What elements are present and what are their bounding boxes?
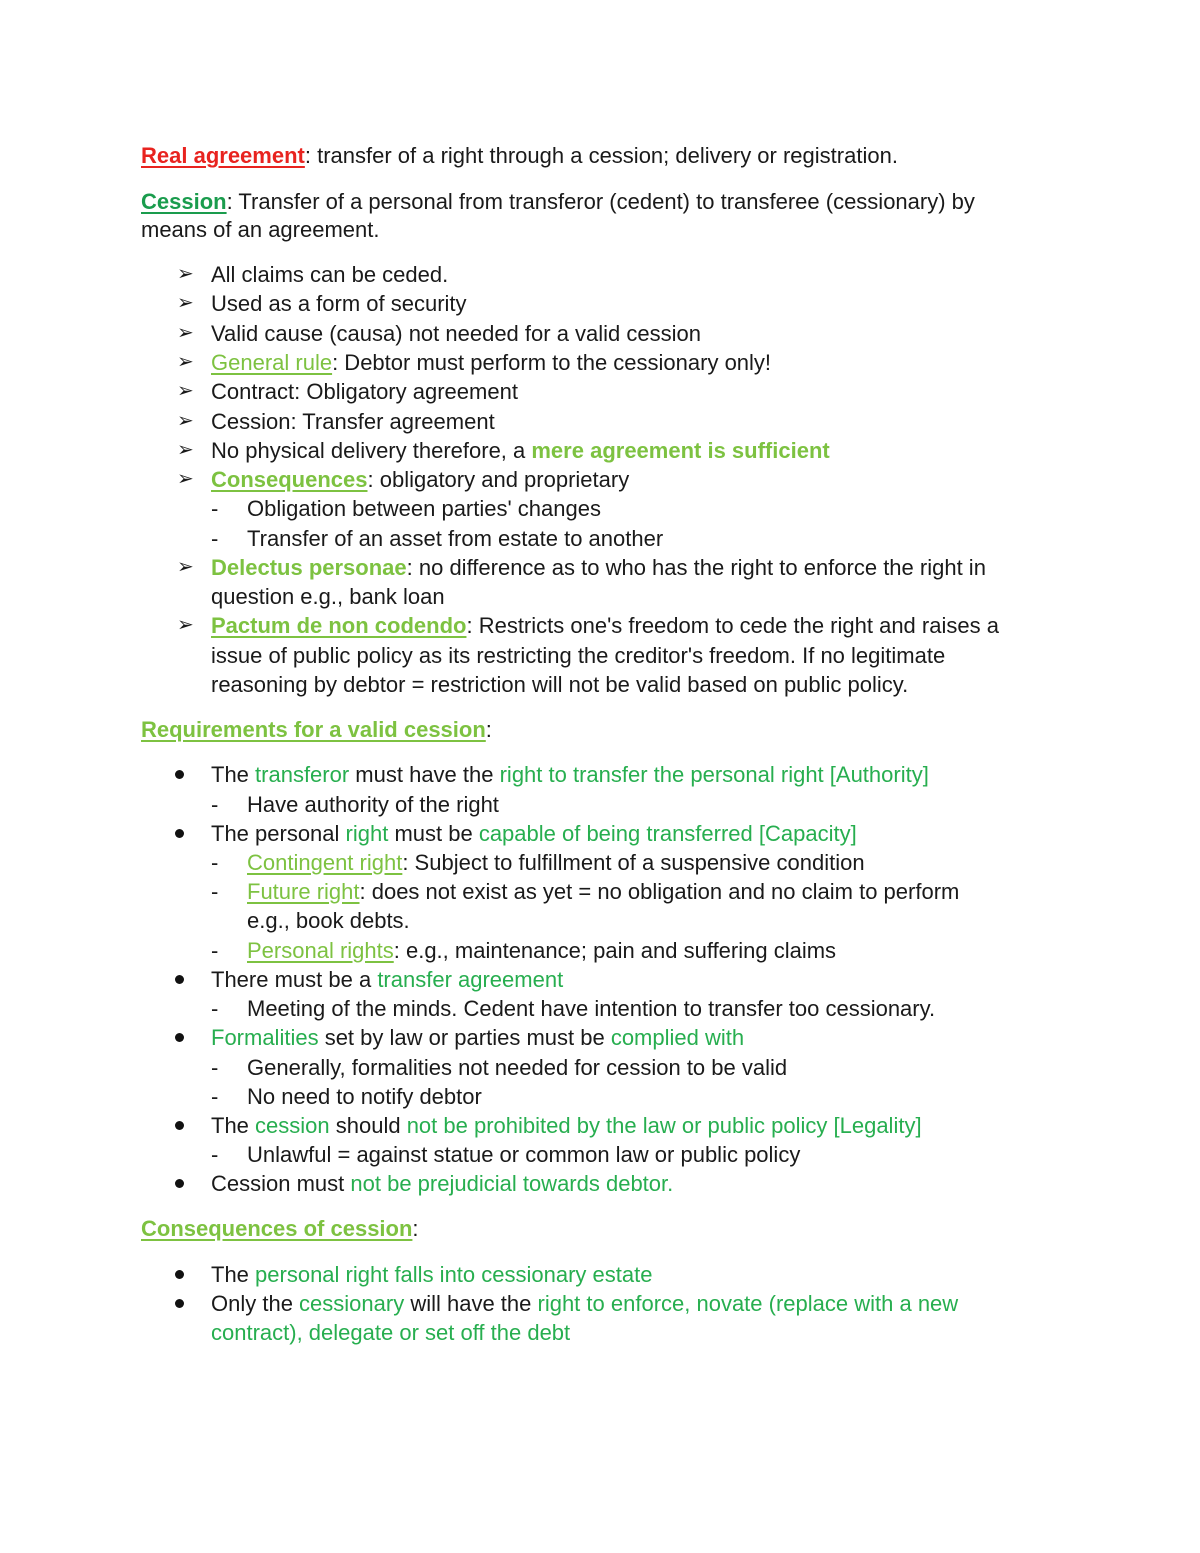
bullet-item [211,611,999,640]
contingent-right-text: : Subject to fulfillment of a suspensive condition [402,850,865,875]
delectus-personae-term: Delectus personae [211,555,407,580]
dash-bullet-icon: - [211,1055,219,1080]
arrow-bullet-icon: ➢ [177,614,194,636]
contingent-right-term: Contingent right [247,850,403,875]
round-bullet-icon [175,829,184,838]
sub-item: No need to notify debtor [247,1084,482,1109]
dash-bullet-icon: - [211,1084,219,1109]
req-text: The personal [211,821,346,846]
real-agreement-line [141,141,898,170]
sub-item [247,848,865,877]
heading-colon: : [412,1216,419,1241]
pactum-term: Pactum de non codendo [211,613,467,638]
dash-bullet-icon: - [211,526,219,551]
round-bullet-icon [175,1033,184,1042]
req-green: right [345,821,389,846]
personal-rights-term: Personal rights [247,938,394,963]
req-text: Cession must [211,1171,351,1196]
cons-text: Only the [211,1291,300,1316]
dash-bullet-icon: - [211,1142,219,1167]
bullet-item [211,348,771,377]
real-agreement-term: Real agreement [141,143,305,168]
real-agreement-text: : transfer of a right through a cession; delivery or registration. [304,143,898,168]
req-text: There must be a [211,967,378,992]
delectus-personae-text: : no difference as to who has the right to enforce the right in [406,555,986,580]
sub-continuation: e.g., book debts. [247,908,410,933]
requirement-item [211,1023,744,1052]
req-green: transferor [255,762,350,787]
req-green: cession [255,1113,330,1138]
req-text: must be [388,821,479,846]
cession-line-1 [141,187,975,216]
requirement-item [211,1111,922,1140]
consequences-heading [141,1214,419,1243]
round-bullet-icon [175,1179,184,1188]
sub-item: Unlawful = against statue or common law or public policy [247,1142,801,1167]
dash-bullet-icon: - [211,879,219,904]
sub-item: Obligation between parties' changes [247,496,601,521]
general-rule-text: : Debtor must perform to the cessionary only! [332,350,772,375]
consequences-heading-text: Consequences of cession [141,1216,413,1241]
dash-bullet-icon: - [211,938,219,963]
bullet-item: Used as a form of security [211,291,467,316]
req-green: complied with [610,1025,745,1050]
requirement-item [211,1169,673,1198]
consequences-term: Consequences [211,467,368,492]
round-bullet-icon [175,770,184,779]
req-text: set by law or parties must be [318,1025,611,1050]
bullet-item [211,465,629,494]
sub-item [247,877,959,906]
bullet-item: Contract: Obligatory agreement [211,379,518,404]
consequence-item [211,1260,652,1289]
dash-bullet-icon: - [211,996,219,1021]
arrow-bullet-icon: ➢ [177,292,194,314]
pactum-text: : Restricts one's freedom to cede the right and raises a [466,613,999,638]
requirements-heading [141,715,492,744]
arrow-bullet-icon: ➢ [177,263,194,285]
arrow-bullet-icon: ➢ [177,351,194,373]
future-right-text: : does not exist as yet = no obligation and no claim to perform [359,879,960,904]
req-text: The [211,762,256,787]
cons-green: personal right falls into cessionary estate [255,1262,653,1287]
dash-bullet-icon: - [211,850,219,875]
delivery-text: No physical delivery therefore, a [211,438,532,463]
round-bullet-icon [175,1299,184,1308]
req-green: Formalities [211,1025,319,1050]
arrow-bullet-icon: ➢ [177,410,194,432]
req-green: capable of being transferred [Capacity] [478,821,857,846]
consequence-continuation: contract), delegate or set off the debt [211,1320,571,1345]
bullet-item [211,436,830,465]
requirements-heading-text: Requirements for a valid cession [141,717,486,742]
requirement-item [211,965,563,994]
general-rule-term: General rule [211,350,333,375]
future-right-term: Future right [247,879,360,904]
req-green: not be prejudicial towards debtor [350,1171,668,1196]
requirement-item [211,760,929,789]
arrow-bullet-icon: ➢ [177,439,194,461]
bullet-item [211,553,986,582]
bullet-continuation: question e.g., bank loan [211,584,445,609]
bullet-continuation: reasoning by debtor = restriction will not be valid based on public policy. [211,672,909,697]
cession-term: Cession [141,189,227,214]
cons-text: will have the [404,1291,538,1316]
req-green: . [667,1171,674,1196]
arrow-bullet-icon: ➢ [177,380,194,402]
req-text: must have the [349,762,500,787]
req-green: right to transfer the personal right [Authority] [499,762,929,787]
cons-green: cessionary [299,1291,405,1316]
sub-item: Transfer of an asset from estate to another [247,526,664,551]
sub-item: Generally, formalities not needed for cession to be valid [247,1055,788,1080]
cons-text: The [211,1262,256,1287]
cons-green: right to enforce, novate (replace with a new [537,1291,959,1316]
bullet-continuation: issue of public policy as its restricting the creditor's freedom. If no legitimate [211,643,946,668]
consequence-item [211,1289,958,1318]
req-text: The [211,1113,256,1138]
round-bullet-icon [175,975,184,984]
cession-line-2: means of an agreement. [141,217,380,242]
consequences-text: : obligatory and proprietary [367,467,630,492]
sub-item [247,936,836,965]
arrow-bullet-icon: ➢ [177,322,194,344]
dash-bullet-icon: - [211,792,219,817]
sub-item: Have authority of the right [247,792,499,817]
bullet-item: All claims can be ceded. [211,262,449,287]
round-bullet-icon [175,1121,184,1130]
bullet-item: Cession: Transfer agreement [211,409,495,434]
arrow-bullet-icon: ➢ [177,468,194,490]
dash-bullet-icon: - [211,496,219,521]
personal-rights-text: : e.g., maintenance; pain and suffering claims [393,938,837,963]
requirement-item [211,819,857,848]
req-green: not be prohibited by the law or public policy [Legality] [406,1113,922,1138]
heading-colon: : [485,717,492,742]
req-green: transfer agreement [377,967,564,992]
arrow-bullet-icon: ➢ [177,556,194,578]
req-text: should [329,1113,407,1138]
bullet-item: Valid cause (causa) not needed for a valid cession [211,321,701,346]
cession-text-1: : Transfer of a personal from transferor (cedent) to transferee (cessionary) by [226,189,975,214]
round-bullet-icon [175,1270,184,1279]
sub-item: Meeting of the minds. Cedent have intention to transfer too cessionary. [247,996,936,1021]
mere-agreement-emph: mere agreement is sufficient [531,438,830,463]
